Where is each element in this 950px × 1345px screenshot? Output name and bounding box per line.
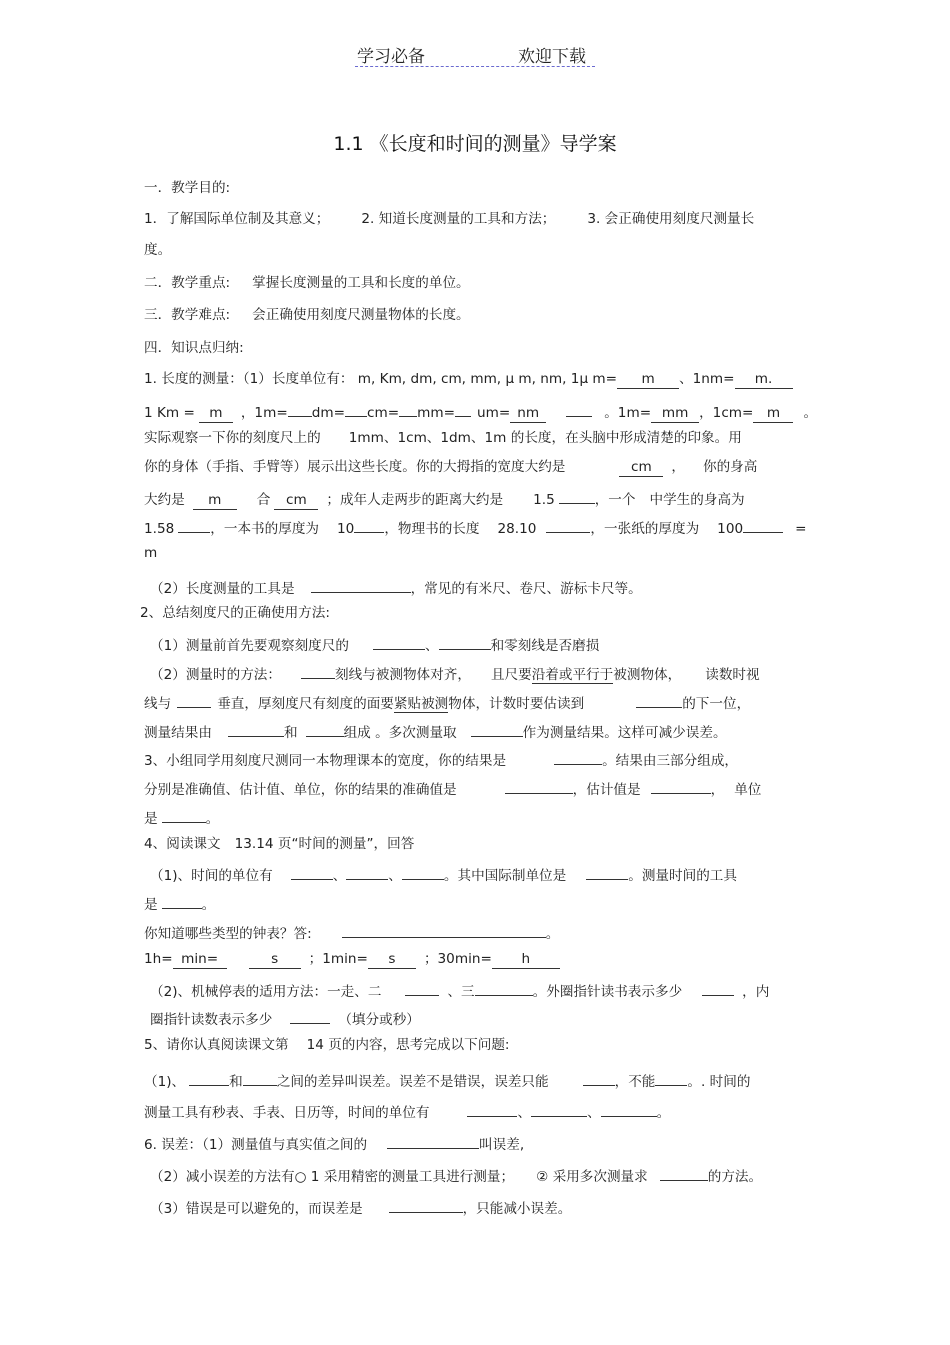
text: cm=	[366, 405, 400, 421]
blank[interactable]	[636, 690, 682, 708]
text: ；1min=	[308, 951, 368, 967]
q6-line-b	[150, 1163, 762, 1187]
text: ，物理书的长度	[384, 521, 480, 537]
blank[interactable]	[439, 632, 491, 650]
section-3-label: 三．教学难点:	[144, 307, 231, 323]
blank[interactable]: s	[368, 951, 416, 969]
text: （2）减小误差的方法有○ 1 采用精密的测量工具进行测量；	[150, 1169, 515, 1185]
blank[interactable]	[566, 399, 592, 417]
text: 。测量时间的工具	[628, 868, 737, 884]
q4-line-b	[144, 891, 215, 915]
text: 。外圈指针读书表示多少	[532, 984, 683, 1000]
text: 被测物体，	[613, 667, 682, 683]
text: 、	[388, 868, 402, 884]
text: ，一本书的厚度为	[210, 521, 320, 537]
text: 。	[656, 1105, 671, 1121]
text: 10	[337, 521, 355, 537]
blank[interactable]	[399, 399, 417, 417]
text: 14 页的内容，思考完成以下问题:	[306, 1037, 510, 1053]
text: ，只能减小误差。	[462, 1201, 572, 1217]
text: ，1cm=	[699, 405, 754, 421]
underlined-text: 沿着或平行于	[531, 667, 614, 683]
blank[interactable]	[345, 399, 367, 417]
text: 和	[229, 1074, 243, 1090]
page-header	[355, 40, 595, 67]
text: 100	[717, 521, 744, 537]
blank[interactable]	[655, 1068, 687, 1086]
blank[interactable]	[162, 805, 206, 823]
q1-line-e	[144, 486, 745, 510]
q1-line-h	[150, 575, 642, 599]
text: 中学生的身高为	[649, 492, 745, 508]
text: 。	[205, 811, 220, 827]
q1-line-b	[144, 399, 817, 423]
section-2-text: 掌握长度测量的工具和长度的单位。	[252, 275, 470, 291]
text: 、	[517, 1105, 532, 1121]
text: （3）错误是可以避免的，而误差是	[150, 1201, 363, 1217]
blank[interactable]	[373, 632, 425, 650]
blank[interactable]	[505, 776, 573, 794]
text: 是	[144, 811, 158, 827]
section-2-label: 二．教学重点:	[144, 275, 231, 291]
blank[interactable]	[228, 719, 284, 737]
q1-line-c	[144, 428, 742, 448]
text: 、	[587, 1105, 601, 1121]
text: 读数时视	[705, 667, 760, 683]
blank[interactable]	[402, 862, 444, 880]
blank[interactable]	[177, 690, 211, 708]
blank[interactable]	[243, 1068, 277, 1086]
section-3-text: 会正确使用刻度尺测量物体的长度。	[252, 307, 470, 323]
blank[interactable]: cm	[274, 492, 318, 510]
text: 测量结果由	[144, 725, 212, 741]
q4-heading	[144, 834, 414, 854]
text: =	[795, 521, 807, 537]
q6-line-c	[150, 1195, 571, 1219]
blank[interactable]	[387, 1131, 479, 1149]
text: ，	[710, 782, 725, 798]
blank[interactable]	[306, 719, 344, 737]
text: ，估计值是	[572, 782, 641, 798]
blank[interactable]	[162, 891, 202, 909]
text: 。	[545, 926, 560, 942]
blank[interactable]	[178, 515, 210, 533]
q4-line-a	[150, 862, 737, 886]
section-3	[144, 305, 470, 325]
q3-line-b	[144, 776, 761, 800]
text: 是	[144, 897, 158, 913]
blank[interactable]	[583, 1068, 615, 1086]
text: 物体，计数时要估读到	[448, 696, 585, 712]
section-2	[144, 273, 470, 293]
text: ，一张纸的厚度为	[590, 521, 700, 537]
text: （2）测量时的方法：	[150, 667, 281, 683]
blank[interactable]	[455, 399, 471, 417]
text: ，常见的有米尺、卷尺、游标卡尺等。	[410, 581, 642, 597]
text: 线与	[144, 696, 172, 712]
text: 1mm、1cm、1dm、1m 的长度，在头脑中形成清楚的印象。用	[348, 430, 742, 446]
text: 3、小组同学用刻度尺测同一本物理课本的宽度，你的结果是	[144, 753, 507, 769]
text: ，不能	[614, 1074, 656, 1090]
blank[interactable]	[290, 1006, 330, 1024]
q1-line-d	[144, 457, 757, 477]
blank[interactable]	[301, 661, 335, 679]
text: 单位	[734, 782, 762, 798]
text: 圈指针读数表示多少	[150, 1012, 273, 1028]
blank[interactable]	[586, 862, 628, 880]
blank[interactable]	[189, 1068, 229, 1086]
text: 且尺要	[490, 667, 532, 683]
q5-heading	[144, 1035, 510, 1055]
text: 13.14 页“时间的测量”，回答	[234, 836, 415, 852]
q5-line-a	[144, 1068, 750, 1092]
blank[interactable]: mm	[651, 405, 699, 423]
q1-a-text: 1. 长度的测量：（1）长度单位有： m, Km, dm, cm, mm, μ m, nm, 1μ m=	[144, 371, 618, 387]
q3-line-c	[144, 805, 219, 829]
blank[interactable]: m	[199, 405, 233, 423]
q1-line-f	[144, 515, 807, 539]
blank[interactable]	[559, 486, 595, 504]
text: 分别是准确值、估计值、单位，你的结果的准确值是	[144, 782, 457, 798]
q1-line-g: m	[144, 545, 158, 561]
blank[interactable]	[660, 1163, 708, 1181]
text: ，	[671, 459, 685, 475]
text: 。其中国际制单位是	[443, 868, 567, 884]
text: 之间的差异叫误差。误差不是错误，误差只能	[276, 1074, 549, 1090]
text: 。结果由三部分组成，	[602, 753, 739, 769]
text: 。	[201, 897, 216, 913]
q4-line-c	[144, 920, 559, 944]
text: 大约是	[144, 492, 185, 508]
q4-line-e	[150, 978, 769, 1002]
blank[interactable]	[405, 978, 439, 996]
q2-line-a	[150, 632, 599, 656]
text: （填分或秒）	[338, 1012, 420, 1028]
text: 实际观察一下你的刻度尺上的	[144, 430, 321, 446]
blank[interactable]: m	[193, 492, 237, 510]
text: 1.58	[144, 521, 175, 537]
text: ；成年人走两步的距离大约是	[326, 492, 504, 508]
text: 。	[803, 405, 818, 421]
q2-line-c	[144, 690, 750, 714]
header-left: 学习必备	[357, 47, 425, 67]
text: 合	[256, 492, 271, 508]
blank[interactable]: m	[617, 371, 679, 389]
text: （1)、	[144, 1074, 186, 1090]
text: 6. 误差：（1）测量值与真实值之间的	[144, 1137, 368, 1153]
blank[interactable]	[546, 515, 590, 533]
section-1-heading: 一．教学目的:	[144, 180, 231, 196]
text: 4、阅读课文	[144, 836, 221, 852]
text: 你的身高	[703, 459, 758, 475]
text: 。1m=	[604, 405, 652, 421]
text: 的下一位，	[682, 696, 751, 712]
goals-line	[144, 209, 754, 229]
header-right: 欢迎下载	[518, 47, 586, 67]
blank[interactable]	[346, 862, 388, 880]
text: ；30min=	[423, 951, 492, 967]
text: （2)、机械停表的适用方法：一走、二	[150, 984, 382, 1000]
text: 作为测量结果。这样可减少误差。	[522, 725, 727, 741]
text: 你知道哪些类型的钟表？答:	[144, 926, 312, 942]
page-title: 1.1 《长度和时间的测量》导学案	[333, 133, 617, 155]
underlined-text: 被测	[421, 696, 449, 712]
blank[interactable]: s	[249, 951, 301, 969]
blank[interactable]	[702, 978, 734, 996]
text: ② 采用多次测量求	[536, 1169, 648, 1185]
blank[interactable]	[291, 862, 333, 880]
section-4-heading: 四．知识点归纳:	[144, 340, 244, 356]
text: 组成 。多次测量取	[343, 725, 457, 741]
text: 1.5	[533, 492, 555, 508]
blank[interactable]: h	[492, 951, 560, 969]
blank[interactable]: cm	[619, 459, 663, 477]
q1-line-a	[144, 369, 793, 389]
blank[interactable]	[743, 515, 783, 533]
blank[interactable]: nm	[510, 405, 546, 423]
text: 和零刻线是否磨损	[490, 638, 600, 654]
q4-line-f	[150, 1006, 420, 1030]
text: 你的身体（手指、手臂等）展示出这些长度。你的大拇指的宽度大约是	[144, 459, 566, 475]
text: 1h=	[144, 951, 173, 967]
text: 。. 时间的	[687, 1074, 751, 1090]
text: 和	[283, 725, 298, 741]
text: ，1m=	[240, 405, 288, 421]
text: （2）长度测量的工具是	[150, 581, 295, 597]
blank[interactable]	[467, 1099, 517, 1117]
text: 5、请你认真阅读课文第	[144, 1037, 289, 1053]
q3-line-a	[144, 747, 738, 771]
q6-line-a	[144, 1131, 524, 1155]
blank[interactable]	[475, 978, 533, 996]
blank[interactable]	[389, 1195, 463, 1213]
text: ，内	[742, 984, 770, 1000]
q2-line-d	[144, 719, 727, 743]
text: 28.10	[497, 521, 537, 537]
text: （1)、时间的单位有	[150, 868, 273, 884]
text: 1 Km =	[144, 405, 195, 421]
text: 的方法。	[707, 1169, 763, 1185]
goal-2: 2. 知道长度测量的工具和方法；	[361, 211, 556, 227]
blank[interactable]	[342, 920, 546, 938]
text: 刻线与被测物体对齐，	[335, 667, 471, 683]
text: ，一个	[594, 492, 636, 508]
blank[interactable]	[601, 1099, 657, 1117]
text: 、	[332, 868, 347, 884]
q4-line-d	[144, 949, 560, 969]
blank[interactable]	[354, 515, 384, 533]
blank[interactable]	[554, 747, 602, 765]
blank[interactable]: m	[753, 405, 793, 423]
q2-heading: 2、总结刻度尺的正确使用方法:	[140, 605, 330, 621]
text: （1）测量前首先要观察刻度尺的	[150, 638, 349, 654]
q5-line-b	[144, 1099, 670, 1123]
underlined-text: 紧贴	[393, 696, 422, 712]
text: mm=	[417, 405, 455, 421]
goal-1: 1．了解国际单位制及其意义；	[144, 211, 330, 227]
blank[interactable]	[471, 719, 523, 737]
text: um=	[476, 405, 511, 421]
blank[interactable]	[531, 1099, 587, 1117]
text: 叫误差,	[479, 1137, 525, 1153]
goal-3-cont: 度。	[144, 242, 172, 258]
blank[interactable]	[288, 399, 312, 417]
blank[interactable]: min=	[173, 951, 227, 969]
blank[interactable]	[651, 776, 711, 794]
text: 、三	[447, 984, 475, 1000]
q2-line-b	[150, 661, 760, 685]
blank[interactable]: m.	[735, 371, 793, 389]
text: dm=	[311, 405, 345, 421]
text: 、	[424, 638, 439, 654]
goal-3: 3. 会正确使用刻度尺测量长	[587, 211, 755, 227]
text: 垂直，厚刻度尺有刻度的面要	[217, 696, 394, 712]
text: 测量工具有秒表、手表、日历等，时间的单位有	[144, 1105, 430, 1121]
blank[interactable]	[311, 575, 411, 593]
q1-a-text2: 、1nm=	[679, 371, 735, 387]
